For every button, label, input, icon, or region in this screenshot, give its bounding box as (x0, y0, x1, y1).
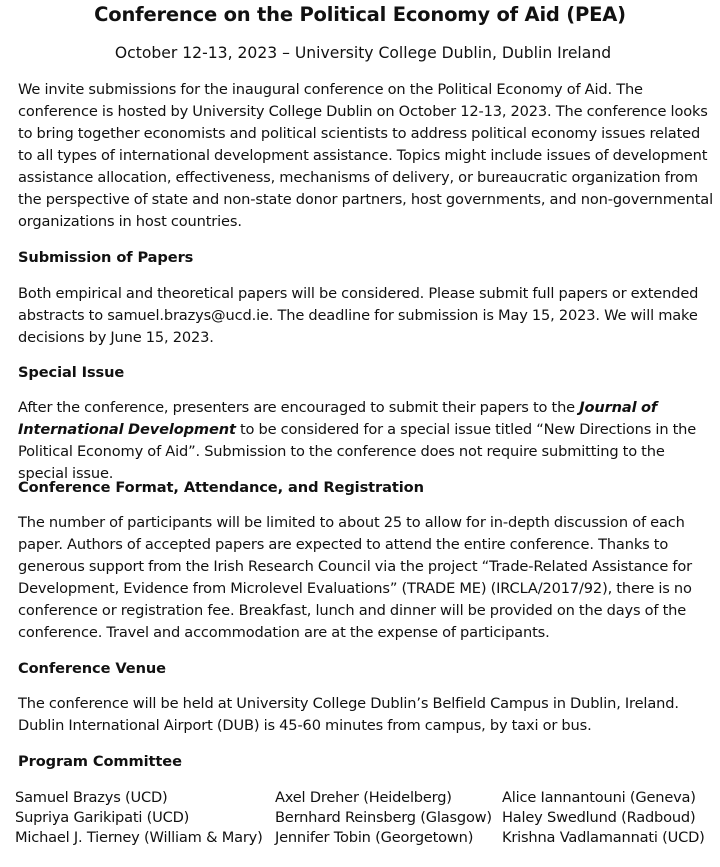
submission-heading: Submission of Papers (18, 249, 194, 266)
submission-paragraph: Both empirical and theoretical papers will be considered. Please submit full papers or extended abstracts to samuel.brazys@ucd.ie. The deadline for submission is May 15, 2023. We will make decisions by June 15, 2023. (18, 285, 699, 346)
committee-member: Samuel Brazys (UCD) (15, 789, 168, 806)
committee-member: Haley Swedlund (Radboud) (502, 809, 696, 826)
committee-column-1 (15, 788, 263, 848)
format-heading: Conference Format, Attendance, and Registration (18, 479, 424, 496)
venue-paragraph: The conference will be held at University College Dublin’s Belfield Campus in Dublin, Ireland. Dublin International Airport (DUB) is 45-60 minutes from campus, by taxi or bus. (18, 695, 679, 734)
page-title: Conference on the Political Economy of Aid (PEA) (94, 3, 626, 26)
committee-column-2 (275, 788, 492, 848)
committee-member: Michael J. Tierney (William & Mary) (15, 829, 263, 846)
committee-member: Bernhard Reinsberg (Glasgow) (275, 809, 492, 826)
special-issue-heading: Special Issue (18, 364, 125, 381)
committee-member: Alice Iannantouni (Geneva) (502, 789, 696, 806)
intro-paragraph: We invite submissions for the inaugural conference on the Political Economy of Aid. The conference is hosted by University College Dublin on October 12-13, 2023. The conference looks to bring together economists and political scientists to address political economy issues related to all types of international development assistance. Topics might include issues of development assistance allocation, effectiveness, mechanisms of delivery, or bureaucratic organization from the perspective of state and non-state donor partners, host governments, and non-governmental organizations in host countries. (18, 81, 713, 230)
committee-heading: Program Committee (18, 753, 182, 770)
committee-member: Supriya Garikipati (UCD) (15, 809, 190, 826)
journal-title: Journal of International Development (18, 399, 658, 438)
committee-column-3 (502, 788, 705, 848)
date-location-line: October 12-13, 2023 – University College Dublin, Dublin Ireland (114, 44, 612, 62)
committee-member: Krishna Vadlamannati (UCD) (502, 829, 705, 846)
special-issue-text-after: to be considered for a special issue titled “New Directions in the Political Economy of Aid”. Submission to the conference does not require submitting to the special issue. (18, 421, 697, 482)
format-paragraph: The number of participants will be limited to about 25 to allow for in-depth discussion of each paper. Authors of accepted papers are expected to attend the entire conference. Thanks to generous support from the Irish Research Council via the project “Trade-Related Assistance for Development, Evidence from Microlevel Evaluations” (TRADE ME) (IRCLA/2017/92), there is no conference or registration fee. Breakfast, lunch and dinner will be provided on the days of the conference. Travel and accommodation are at the expense of participants. (18, 514, 693, 641)
special-issue-text-before: After the conference, presenters are encouraged to submit their papers to the (18, 399, 580, 416)
committee-member: Axel Dreher (Heidelberg) (275, 789, 452, 806)
venue-heading: Conference Venue (18, 660, 166, 677)
committee-member: Jennifer Tobin (Georgetown) (275, 829, 474, 846)
special-issue-paragraph (18, 397, 714, 485)
